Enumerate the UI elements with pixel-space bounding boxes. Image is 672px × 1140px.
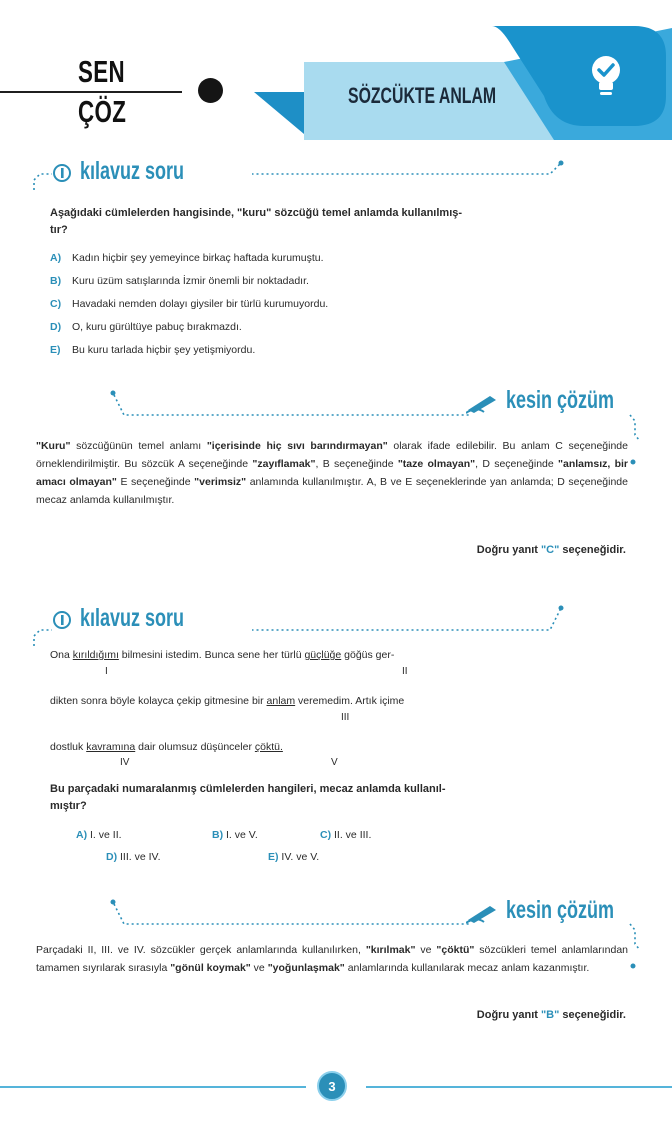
header-dot xyxy=(198,78,223,103)
option-letter: B) xyxy=(50,275,62,287)
q2-stem: Bu parçadaki numaralanmış cümlelerden hangileri, mecaz anlamda kullanıl- mıştır? xyxy=(50,783,446,812)
q1-option-d[interactable] xyxy=(50,321,242,333)
q2-option-b[interactable]: B) I. ve V. xyxy=(212,829,258,841)
option-letter: D) xyxy=(50,321,62,333)
s1-explanation: "Kuru" sözcüğünün temel anlamı "içerisinde hiç sıvı barındırmayan" olarak ifade edilebilir. Bu anlam C seçeneğinde örneklendirilmiştir. Bu sözcük A seçeneğinde "zayıflamak", B seçeneğinde "taze olmayan", D seçeneğinde "anlamsız, bir amacı olmayan" E seçeneğinde "verimsiz" anlamında kullanılmıştır. A, B ve E seçeneklerinde yan anlamda; D seçeneğinde mecaz anlamda kullanılmıştır. xyxy=(36,440,628,506)
s1-heading-row xyxy=(466,384,636,416)
option-text: Kuru üzüm satışlarında İzmir önemli bir noktadadır. xyxy=(72,275,309,287)
q2-heading-row xyxy=(52,605,252,635)
roman-2: II xyxy=(402,666,408,677)
q2-passage-line2: dikten sonra böyle kolayca çekip gitmesine bir anlam veremedim. Artık içime xyxy=(50,695,405,707)
s2-heading: kesin çözüm xyxy=(506,896,615,924)
roman-5: V xyxy=(331,757,338,768)
q1-option-a[interactable] xyxy=(50,252,324,264)
q2-option-a[interactable]: A) I. ve II. xyxy=(76,829,122,841)
q2-passage-line3: dostluk kavramına dair olumsuz düşünceler çöktü. xyxy=(50,741,283,753)
pencil-icon xyxy=(466,902,500,924)
q2-option-d[interactable]: D) III. ve IV. xyxy=(106,851,161,863)
option-letter: C) xyxy=(50,298,62,310)
footer-rule-right xyxy=(366,1086,672,1088)
info-icon xyxy=(52,610,72,630)
page-number-badge xyxy=(317,1071,347,1101)
q2-passage-line1: Ona kırıldığımı bilmesini istedim. Bunca sene her türlü güçlüğe göğüs ger- xyxy=(50,649,395,661)
q1-option-e[interactable] xyxy=(50,344,255,356)
s1-heading: kesin çözüm xyxy=(506,386,615,414)
lightbulb-icon xyxy=(586,52,626,100)
roman-4: IV xyxy=(120,757,130,768)
page-number: 3 xyxy=(328,1078,336,1094)
s2-answer: Doğru yanıt "B" seçeneğidir. xyxy=(476,1009,626,1021)
q2-heading: kılavuz soru xyxy=(80,604,185,632)
s2-explanation: Parçadaki II, III. ve IV. sözcükler gerçek anlamlarında kullanılırken, "kırılmak" ve "çöktü" sözcükleri temel anlamlarından tamamen sıyrılarak sırasıyla "gönül koymak" ve "yoğunlaşmak" anlamlarında kullanılarak mecaz anlam kazanmıştır. xyxy=(36,944,628,974)
topic-title: SÖZCÜKTE ANLAM xyxy=(348,83,497,108)
option-letter: E) xyxy=(50,344,61,356)
option-letter: A) xyxy=(50,252,62,264)
q2-option-c[interactable]: C) II. ve III. xyxy=(320,829,372,841)
sen-label: SEN xyxy=(78,54,125,89)
q2-option-e[interactable]: E) IV. ve V. xyxy=(268,851,320,863)
s1-answer: Doğru yanıt "C" seçeneğidir. xyxy=(476,544,626,556)
q1-heading: kılavuz soru xyxy=(80,157,185,185)
pencil-icon xyxy=(466,392,500,414)
option-text: Havadaki nemden dolayı giysiler bir türlü kurumuyordu. xyxy=(72,298,329,310)
roman-3: III xyxy=(341,712,350,723)
header-rule xyxy=(0,91,182,93)
coz-label: ÇÖZ xyxy=(78,94,127,129)
q1-option-b[interactable] xyxy=(50,275,309,287)
roman-1: I xyxy=(105,666,108,677)
q1-heading-row xyxy=(52,159,252,187)
option-text: Kadın hiçbir şey yemeyince birkaç haftada kurumuştu. xyxy=(72,252,324,264)
s2-heading-row xyxy=(466,894,636,926)
footer-rule-left xyxy=(0,1086,306,1088)
q1-stem: Aşağıdaki cümlelerden hangisinde, "kuru" sözcüğü temel anlamda kullanılmış- tır? xyxy=(50,207,463,236)
info-icon xyxy=(52,163,72,183)
option-text: O, kuru gürültüye pabuç bırakmazdı. xyxy=(72,321,242,333)
q1-option-c[interactable] xyxy=(50,298,328,310)
option-text: Bu kuru tarlada hiçbir şey yetişmiyordu. xyxy=(72,344,256,356)
